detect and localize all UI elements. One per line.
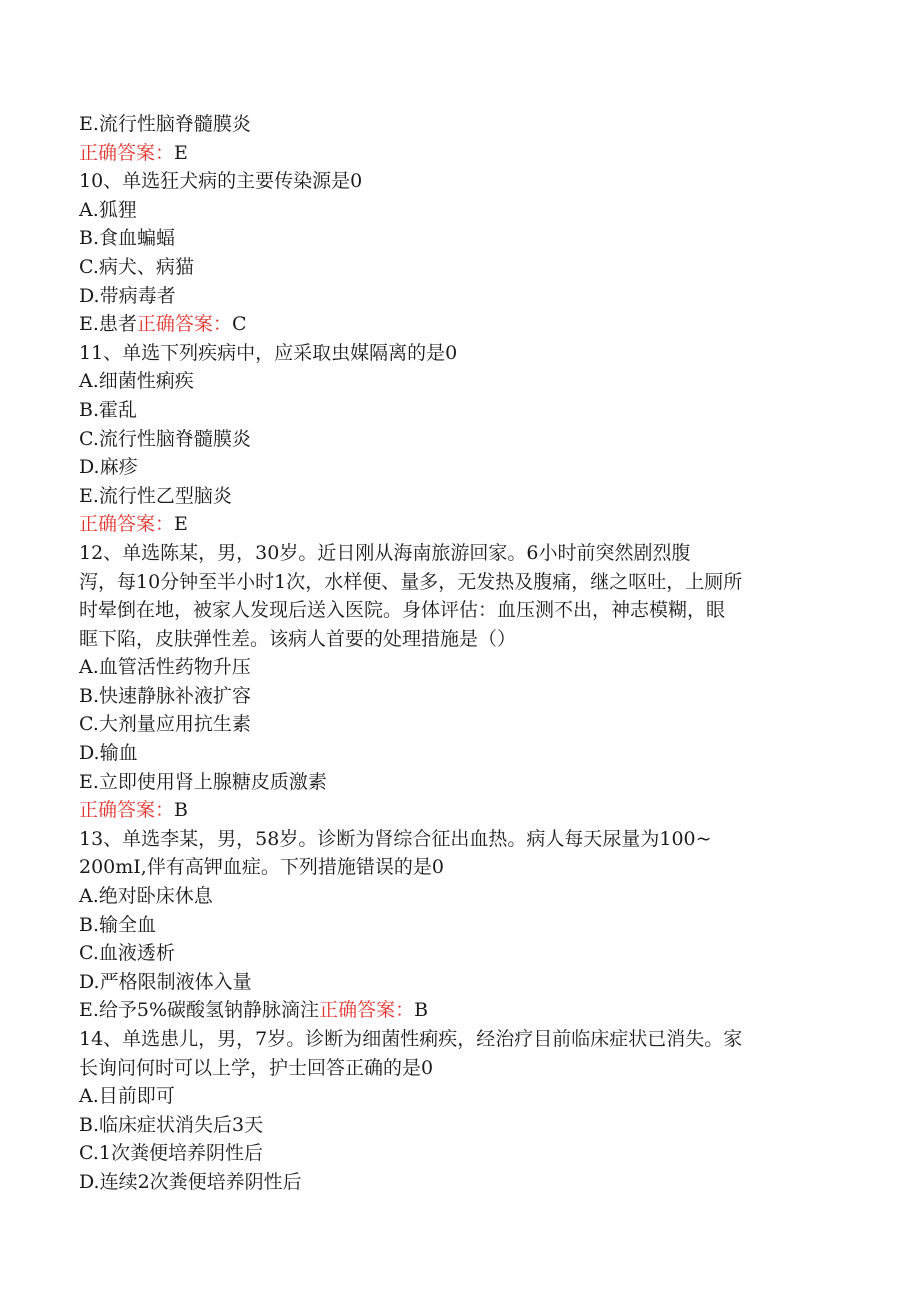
answer-label: 正确答案： — [136, 313, 232, 336]
option-line: E.流行性乙型脑炎 — [79, 484, 232, 507]
option-line: D.连续2次粪便培养阴性后 — [79, 1170, 302, 1193]
option-line: D.麻疹 — [79, 456, 138, 479]
option-line: B.输全血 — [79, 913, 157, 936]
question-line: 13、单选李某，男，58岁。诊断为肾综合征出血热。病人每天尿量为100~ — [79, 827, 712, 850]
option-text: E.患者 — [79, 313, 137, 336]
option-line: A.细菌性痢疾 — [79, 370, 194, 393]
option-answer-line — [79, 996, 839, 1025]
option-line: A.血管活性药物升压 — [79, 656, 251, 679]
answer-line — [79, 139, 839, 168]
option-line: C.1次粪便培养阴性后 — [79, 1142, 263, 1165]
answer-line — [79, 510, 839, 539]
question-line: 14、单选患儿，男，7岁。诊断为细菌性痢疾，经治疗目前临床症状已消失。家 — [79, 1028, 743, 1050]
question-line: 11、单选下列疾病中，应采取虫媒隔离的是0 — [79, 341, 458, 364]
option-line: D.输血 — [79, 742, 138, 765]
option-line: D.严格限制液体入量 — [79, 970, 252, 993]
answer-label: 正确答案： — [79, 141, 175, 164]
question-line: 时晕倒在地，被家人发现后送入医院。身体评估：血压测不出，神志模糊，眼 — [79, 599, 726, 622]
question-line: 200mI,伴有高钾血症。下列措施错误的是0 — [79, 856, 444, 879]
answer-line — [79, 796, 839, 825]
option-line: A.绝对卧床休息 — [79, 885, 213, 908]
question-line: 10、单选狂犬病的主要传染源是0 — [79, 170, 363, 193]
answer-value: C — [231, 313, 247, 336]
option-line: B.霍乱 — [79, 398, 138, 421]
option-line: C.血液透析 — [79, 942, 175, 965]
option-line: C.流行性脑脊髓膜炎 — [79, 427, 251, 450]
question-line: 长询问何时可以上学，护士回答正确的是0 — [79, 1056, 434, 1079]
option-line: B.食血蝙蝠 — [79, 227, 176, 250]
option-line: B.快速静脉补液扩容 — [79, 684, 252, 707]
option-text: E.给予5%碳酸氢钠静脉滴注 — [79, 999, 320, 1022]
option-answer-line — [79, 310, 839, 339]
answer-value: B — [414, 999, 429, 1022]
option-line: A.狐狸 — [79, 198, 137, 221]
answer-label: 正确答案： — [79, 799, 175, 822]
option-line: B.临床症状消失后3天 — [79, 1113, 264, 1136]
question-line: 12、单选陈某，男，30岁。近日刚从海南旅游回家。6小时前突然剧烈腹 — [79, 541, 691, 564]
option-line: A.目前即可 — [79, 1085, 175, 1108]
answer-label: 正确答案： — [319, 999, 415, 1022]
question-line: 泻，每10分钟至半小时1次，水样便、量多，无发热及腹痛，继之呕吐，上厕所 — [79, 570, 743, 593]
answer-label: 正确答案： — [79, 513, 175, 536]
option-line: E.立即使用肾上腺糖皮质激素 — [79, 770, 327, 793]
option-line: E.流行性脑脊髓膜炎 — [79, 113, 251, 135]
answer-value: B — [174, 799, 188, 822]
question-line: 眶下陷，皮肤弹性差。该病人首要的处理措施是（） — [79, 627, 517, 650]
document-page — [79, 110, 839, 1197]
option-line: C.病犬、病猫 — [79, 255, 194, 278]
answer-value: E — [174, 141, 188, 164]
option-line: C.大剂量应用抗生素 — [79, 713, 251, 736]
option-line: D.带病毒者 — [79, 284, 176, 307]
answer-value: E — [174, 513, 188, 536]
